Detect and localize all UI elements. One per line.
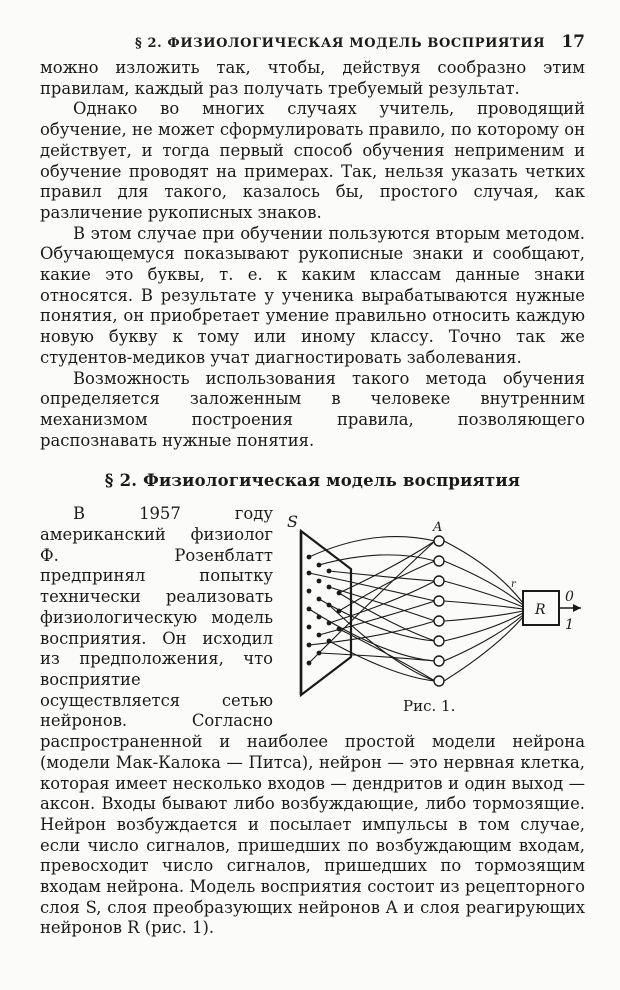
figure-1 bbox=[285, 507, 585, 721]
section-heading: § 2. Физиологическая модель восприятия bbox=[104, 471, 521, 491]
label-a: A bbox=[433, 520, 443, 536]
page bbox=[40, 26, 585, 939]
section-body bbox=[40, 504, 585, 939]
running-title: § 2. ФИЗИОЛОГИЧЕСКАЯ МОДЕЛЬ ВОСПРИЯТИЯ bbox=[135, 36, 546, 51]
body-text-top bbox=[40, 58, 585, 451]
figure-caption: Рис. 1. bbox=[403, 697, 456, 716]
label-r-small: r bbox=[511, 579, 516, 591]
paragraph-second-method: В этом случае при обучении пользуются вторым методом. Обучающемуся показывают рукописные знаки и сообщают, какие это буквы, т. е. к каким классам данные знаки относятся. В результате у ученика вырабатываются нужные понятия, он приобретает умение правильно относить каждую новую букву к тому или иному классу. Точно так же студентов-медиков учат диагностировать заболевания. bbox=[40, 223, 585, 367]
label-s: S bbox=[287, 512, 298, 532]
paragraph-teacher: Однако во многих случаях учитель, проводящий обучение, не может сформулировать правило, по которому он действует, и тогда первый способ обучения неприменим и обучение проводят на примерах. Так, нельзя указать четких правил для такого, казалось бы, простого случая, как различение рукописных знаков. bbox=[40, 99, 585, 222]
perceptron-diagram bbox=[285, 507, 585, 697]
page-header bbox=[40, 26, 585, 54]
output-label-0: 0 bbox=[565, 589, 574, 606]
s-to-a-connections bbox=[309, 537, 435, 681]
page-number: 17 bbox=[561, 32, 585, 52]
a-to-r-connections bbox=[444, 541, 523, 681]
label-r: R bbox=[535, 602, 546, 619]
paragraph-rosenblatt: В 1957 году американский физиолог Ф. Розенблатт предпринял попытку технически реализовать физиологическую модель восприятия. Он исходил из предположения, что восприятие осуществляется сетью нейронов. Согласно распространенной и наиболее простой модели нейрона (модели Мак-Калока — Питса), нейрон — это нервная клетка, которая имеет несколько входов — дендритов и один выход — аксон. Входы бывают либо возбуждающие, либо тормозящие. Нейрон возбуждается и посылает импульсы в том случае, если число сигналов, пришедших по возбуждающим входам, превосходит число сигналов, пришедших по тормозящим входам нейрона. Модель восприятия состоит из рецепторного слоя S, слоя преобразующих нейронов A и слоя реагирующих нейронов R (рис. 1). bbox=[40, 504, 585, 938]
paragraph-mechanism: Возможность использования такого метода обучения определяется заложенным в человеке внутренним механизмом построения правила, позволяющего распознавать нужные понятия. bbox=[40, 368, 585, 450]
paragraph-continuation: можно изложить так, чтобы, действуя сообразно этим правилам, каждый раз получать требуемый результат. bbox=[40, 58, 585, 98]
a-neurons bbox=[434, 536, 444, 686]
output-label-1: 1 bbox=[565, 617, 574, 634]
